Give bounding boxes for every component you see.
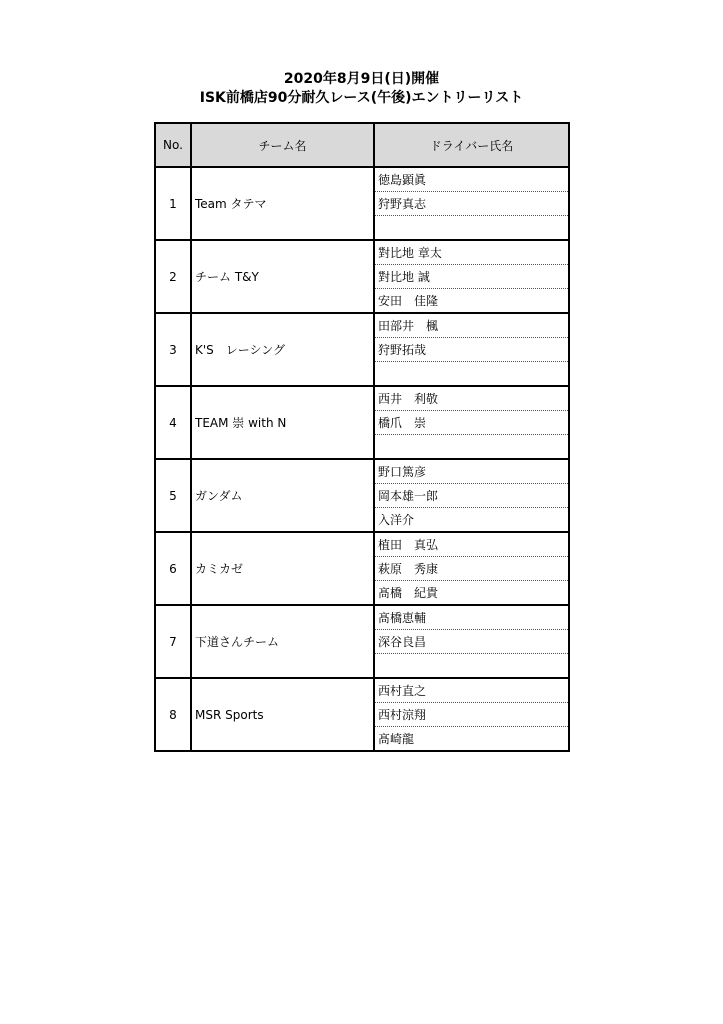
entry-number: 3 <box>155 313 191 386</box>
team-name: K'S レーシング <box>191 313 374 386</box>
driver-name: 徳島顕眞 <box>374 167 569 192</box>
driver-name <box>374 362 569 387</box>
entry-rows <box>155 167 569 751</box>
document-title <box>0 70 723 108</box>
team-name: TEAM 崇 with N <box>191 386 374 459</box>
driver-name: 髙崎龍 <box>374 727 569 752</box>
team-name: Team タテマ <box>191 167 374 240</box>
driver-name: 萩原 秀康 <box>374 557 569 581</box>
team-name: カミカゼ <box>191 532 374 605</box>
header-row <box>155 123 569 167</box>
table-row <box>155 386 569 411</box>
entry-number: 1 <box>155 167 191 240</box>
driver-name: 西村涼翔 <box>374 703 569 727</box>
table-row <box>155 240 569 265</box>
driver-name: 入洋介 <box>374 508 569 533</box>
header-team: チーム名 <box>191 123 374 167</box>
table-row <box>155 167 569 192</box>
driver-name: 狩野真志 <box>374 192 569 216</box>
title-date-line: 2020年8月9日(日)開催 <box>283 71 440 87</box>
team-name: ガンダム <box>191 459 374 532</box>
driver-name: 西村直之 <box>374 678 569 703</box>
header-no: No. <box>155 123 191 167</box>
table-row <box>155 678 569 703</box>
driver-name: 橋爪 崇 <box>374 411 569 435</box>
entry-number: 7 <box>155 605 191 678</box>
driver-name <box>374 435 569 460</box>
driver-name <box>374 654 569 679</box>
entry-number: 6 <box>155 532 191 605</box>
driver-name: 對比地 章太 <box>374 240 569 265</box>
table-row <box>155 459 569 484</box>
driver-name: 深谷良昌 <box>374 630 569 654</box>
title-event-line: ISK前橋店90分耐久レース(午後)エントリーリスト <box>199 90 524 106</box>
team-name: チーム T&Y <box>191 240 374 313</box>
driver-name: 髙橋恵輔 <box>374 605 569 630</box>
driver-name: 西井 利敬 <box>374 386 569 411</box>
driver-name: 安田 佳隆 <box>374 289 569 314</box>
table-row <box>155 313 569 338</box>
entry-number: 8 <box>155 678 191 751</box>
driver-name: 植田 真弘 <box>374 532 569 557</box>
table-row <box>155 605 569 630</box>
team-name: MSR Sports <box>191 678 374 751</box>
driver-name: 狩野拓哉 <box>374 338 569 362</box>
team-name: 下道さんチーム <box>191 605 374 678</box>
header-drivers: ドライバー氏名 <box>374 123 569 167</box>
entry-number: 4 <box>155 386 191 459</box>
driver-name: 岡本雄一郎 <box>374 484 569 508</box>
driver-name <box>374 216 569 241</box>
table-row <box>155 532 569 557</box>
driver-name: 髙橋 紀貴 <box>374 581 569 606</box>
driver-name: 田部井 楓 <box>374 313 569 338</box>
entry-list-table <box>154 122 570 752</box>
driver-name: 對比地 誠 <box>374 265 569 289</box>
driver-name: 野口篤彦 <box>374 459 569 484</box>
entry-number: 5 <box>155 459 191 532</box>
entry-number: 2 <box>155 240 191 313</box>
